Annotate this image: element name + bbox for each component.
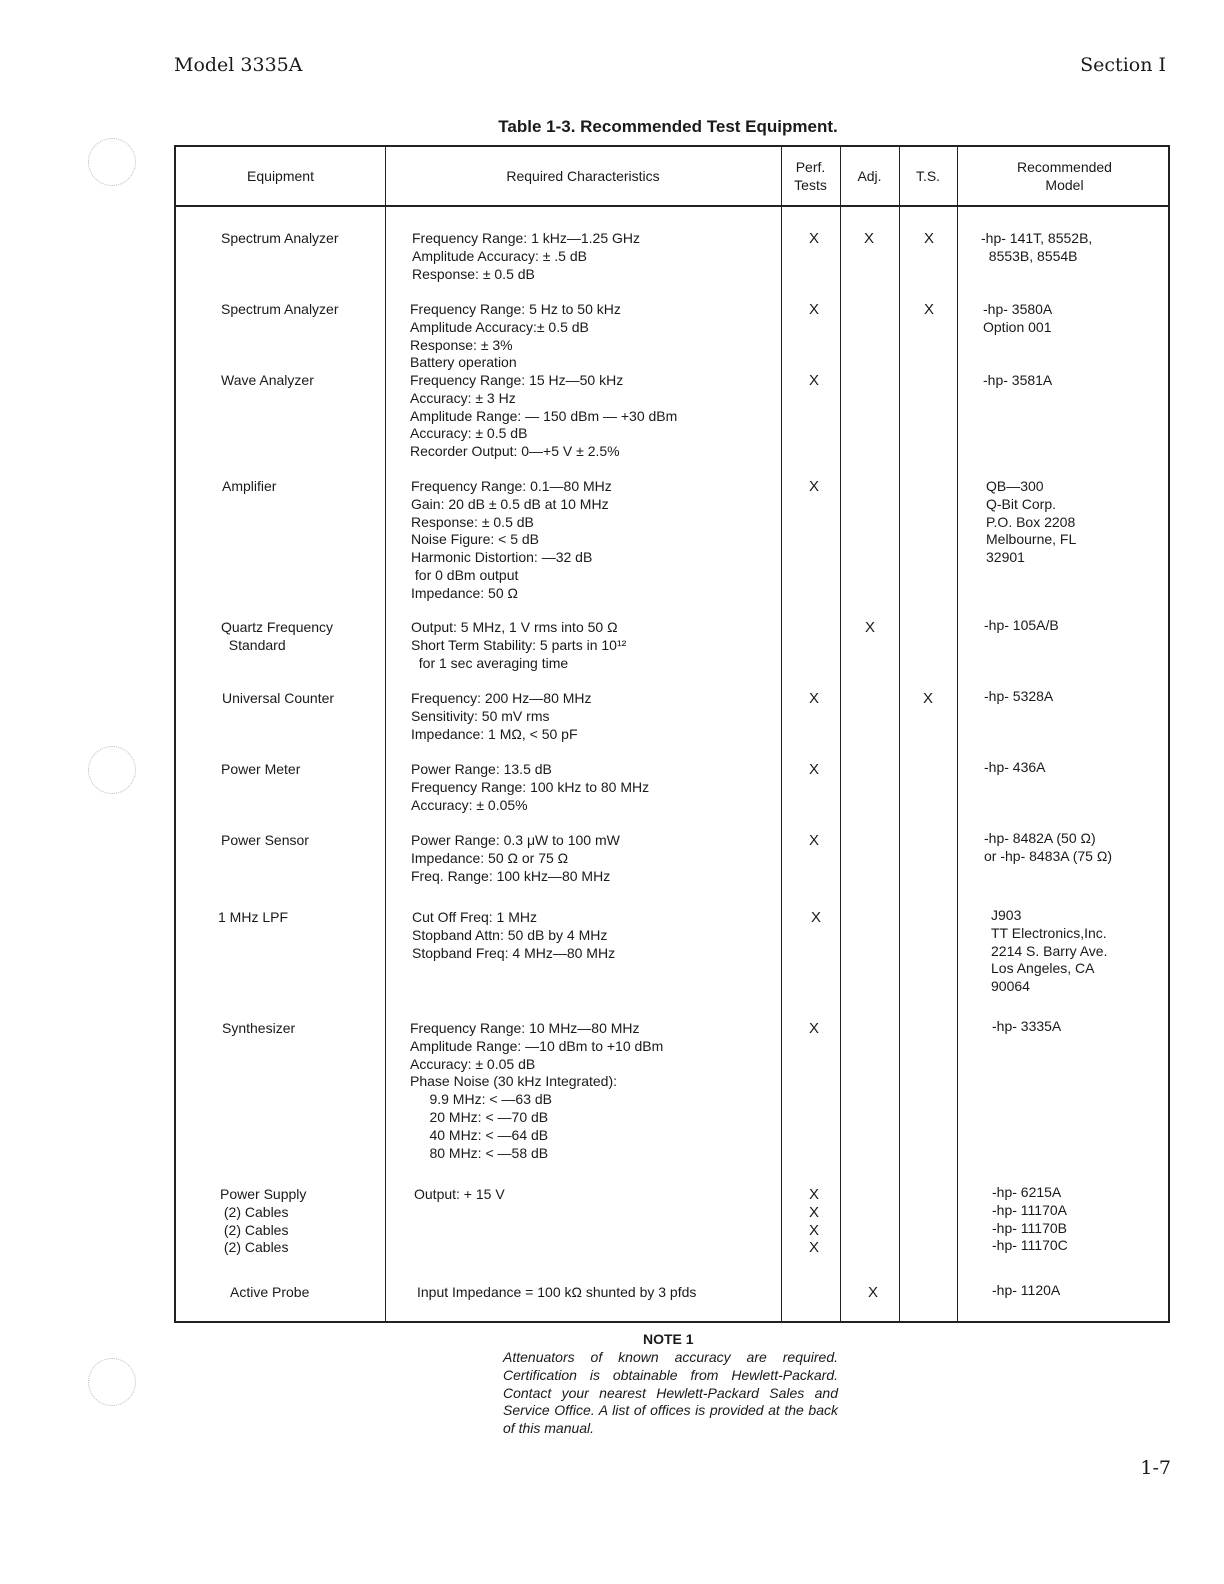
table-title: Table 1-3. Recommended Test Equipment. bbox=[498, 117, 838, 136]
row-model: -hp- 3580A Option 001 bbox=[983, 301, 1053, 335]
row-equipment: Quartz Frequency Standard bbox=[221, 619, 334, 653]
row-perf-mark: X bbox=[808, 230, 819, 247]
column-header-ts: T.S. bbox=[915, 168, 941, 184]
row-characteristics: Cut Off Freq: 1 MHz Stopband Attn: 50 dB by 4 MHz Stopband Freq: 4 MHz—80 MHz bbox=[412, 909, 616, 961]
row-adj-mark: X bbox=[863, 230, 874, 247]
row-ts-mark: X bbox=[923, 230, 934, 247]
column-divider bbox=[899, 147, 900, 1321]
header-section: Section I bbox=[1080, 54, 1166, 76]
row-adj-mark: X bbox=[864, 619, 875, 636]
row-equipment: Wave Analyzer bbox=[221, 372, 314, 388]
row-model: -hp- 6215A -hp- 11170A -hp- 11170B -hp- 11170C bbox=[992, 1184, 1068, 1254]
page-number: 1-7 bbox=[1140, 1457, 1171, 1479]
row-equipment: Universal Counter bbox=[222, 690, 335, 706]
row-characteristics: Input Impedance = 100 kΩ shunted by 3 pfds bbox=[417, 1284, 697, 1300]
row-characteristics: Output: + 15 V bbox=[414, 1186, 505, 1202]
row-characteristics: Frequency Range: 15 Hz—50 kHz Accuracy: ± 3 Hz Amplitude Range: — 150 dBm — +30 dBm Accuracy: ± 0.5 dB Recorder Output: 0—+5 V ± 2.5% bbox=[410, 372, 678, 460]
row-model: -hp- 1120A bbox=[992, 1282, 1061, 1298]
column-header-equipment: Equipment bbox=[247, 168, 314, 184]
column-header-adj: Adj. bbox=[857, 168, 882, 184]
row-equipment: Active Probe bbox=[223, 1284, 310, 1300]
punch-hole-middle bbox=[88, 746, 136, 794]
row-model: -hp- 5328A bbox=[984, 688, 1054, 704]
row-perf-mark: X bbox=[808, 690, 819, 707]
row-equipment: Amplifier bbox=[222, 478, 277, 494]
note-body: Attenuators of known accuracy are required. Certification is obtainable from Hewlett-Packard. Contact your nearest Hewlett-Packard Sales and Service Office. A list of offices is provided at the back of this manual. bbox=[503, 1349, 838, 1437]
row-characteristics: Frequency Range: 0.1—80 MHz Gain: 20 dB ± 0.5 dB at 10 MHz Response: ± 0.5 dB Noise Figure: < 5 dB Harmonic Distortion: —32 dB for 0 dBm output Impedance: 50 Ω bbox=[411, 478, 612, 601]
row-equipment: Power Sensor bbox=[221, 832, 309, 848]
row-perf-mark: X bbox=[808, 761, 819, 778]
row-equipment: Power Meter bbox=[221, 761, 301, 777]
row-perf-mark: X bbox=[810, 909, 821, 926]
row-model: QB—300 Q-Bit Corp. P.O. Box 2208 Melbourne, FL 32901 bbox=[986, 478, 1077, 566]
row-perf-mark: X bbox=[808, 1020, 819, 1037]
row-equipment: Synthesizer bbox=[222, 1020, 296, 1036]
column-divider bbox=[385, 147, 386, 1321]
row-perf-mark: X X X X bbox=[808, 1186, 819, 1257]
row-characteristics: Power Range: 13.5 dB Frequency Range: 100 kHz to 80 MHz Accuracy: ± 0.05% bbox=[411, 761, 650, 813]
equipment-table bbox=[174, 145, 1170, 1323]
row-adj-mark: X bbox=[867, 1284, 878, 1301]
row-model: -hp- 436A bbox=[984, 759, 1046, 775]
row-equipment: Spectrum Analyzer bbox=[221, 301, 339, 317]
column-divider bbox=[781, 147, 782, 1321]
row-characteristics: Frequency Range: 5 Hz to 50 kHz Amplitude Accuracy:± 0.5 dB Response: ± 3% Battery operation bbox=[410, 301, 621, 371]
punch-hole-bottom bbox=[88, 1358, 136, 1406]
row-model: -hp- 3335A bbox=[992, 1018, 1062, 1034]
row-characteristics: Frequency: 200 Hz—80 MHz Sensitivity: 50 mV rms Impedance: 1 MΩ, < 50 pF bbox=[411, 690, 592, 742]
row-perf-mark: X bbox=[808, 372, 819, 389]
row-characteristics: Power Range: 0.3 μW to 100 mW Impedance: 50 Ω or 75 Ω Freq. Range: 100 kHz—80 MHz bbox=[411, 832, 620, 884]
row-ts-mark: X bbox=[922, 690, 933, 707]
row-perf-mark: X bbox=[808, 832, 819, 849]
row-model: -hp- 141T, 8552B, 8553B, 8554B bbox=[981, 230, 1093, 264]
row-characteristics: Output: 5 MHz, 1 V rms into 50 Ω Short Term Stability: 5 parts in 10¹² for 1 sec averaging time bbox=[411, 619, 627, 671]
row-characteristics: Frequency Range: 1 kHz—1.25 GHz Amplitude Accuracy: ± .5 dB Response: ± 0.5 dB bbox=[412, 230, 640, 282]
column-divider bbox=[957, 147, 958, 1321]
row-perf-mark: X bbox=[808, 301, 819, 318]
row-perf-mark: X bbox=[808, 478, 819, 495]
row-ts-mark: X bbox=[923, 301, 934, 318]
row-equipment: 1 MHz LPF bbox=[218, 909, 289, 925]
row-model: -hp- 8482A (50 Ω) or -hp- 8483A (75 Ω) bbox=[984, 830, 1112, 864]
row-model: -hp- 105A/B bbox=[984, 617, 1059, 633]
row-equipment: Spectrum Analyzer bbox=[221, 230, 339, 246]
column-header-perf-tests: Perf. Tests bbox=[794, 159, 827, 193]
row-equipment: Power Supply (2) Cables (2) Cables (2) Cables bbox=[220, 1186, 307, 1256]
column-divider bbox=[840, 147, 841, 1321]
row-characteristics: Frequency Range: 10 MHz—80 MHz Amplitude Range: —10 dBm to +10 dBm Accuracy: ± 0.05 dB Phase Noise (30 kHz Integrated): 9.9 MHz: < —63 dB 20 MHz: < —70 dB 40 MHz: < —64 dB 80 MHz: < —58 dB bbox=[410, 1020, 664, 1161]
row-model: J903 TT Electronics,Inc. 2214 S. Barry Ave. Los Angeles, CA 90064 bbox=[991, 907, 1108, 995]
column-header-characteristics: Required Characteristics bbox=[506, 168, 660, 184]
header-model: Model 3335A bbox=[174, 54, 303, 76]
column-header-recommended-model: Recommended Model bbox=[1017, 159, 1112, 193]
punch-hole-top bbox=[88, 138, 136, 186]
note-title: NOTE 1 bbox=[643, 1331, 694, 1347]
row-model: -hp- 3581A bbox=[983, 372, 1053, 388]
header-rule bbox=[176, 205, 1168, 207]
